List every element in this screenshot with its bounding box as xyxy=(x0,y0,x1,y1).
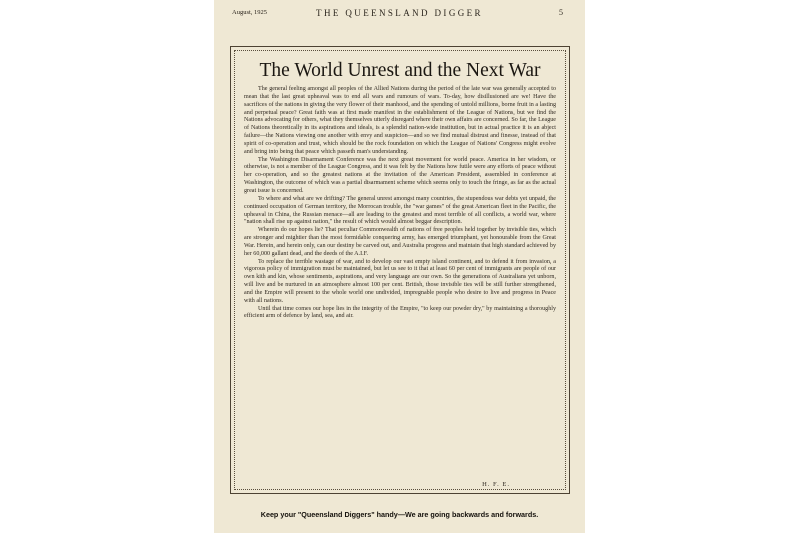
article-paragraph: To replace the terrible wastage of war, and to develop our vast empty island continent, and to defend it from invasion, a vigorous policy of immigration must be maintained, but let us see to it that at least 60 per cent of immigrants are people of our own kith and kin, whose sentiments, aspirations, and very language are our own. So the generations of Australians yet unborn, will live and be nurtured in an atmosphere almost 100 per cent. British, those invisible ties will be still further strengthened, and the Empire will present to the whole world one undivided, impregnable people who desire to live and progress in Peace with all nations. xyxy=(244,258,556,304)
article-paragraph: To where and what are we drifting? The general unrest amongst many countries, the stupendous war debts yet unpaid, the continued occupation of German territory, the Morrocan trouble, the "war games" of the great American fleet in the Pacific, the upheaval in China, the Russian menace—all are leading to the greatest and most terrible of all conflicts, a world war, where "nation shall rise up against nation," the result of which would almost beggar description. xyxy=(244,195,556,226)
magazine-page xyxy=(214,0,585,533)
article-paragraph: Until that time comes our hope lies in the integrity of the Empire, "to keep our powder dry," by maintaining a thoroughly efficient arm of defence by land, sea, and air. xyxy=(244,305,556,320)
article-paragraph: Wherein do our hopes lie? That peculiar Commonwealth of nations of free peoples held together by invisible ties, which are stronger and mightier than the most formidable conquering army, has emerged triumphant, yet honourable from the Great War. Herein, and herein only, can our destiny be carved out, and Australia progress and maintain that high standard achieved by her 60,000 gallant dead, and the deeds of the A.I.F. xyxy=(244,227,556,257)
running-header xyxy=(214,8,585,22)
author-signature: H. F. E. xyxy=(482,481,510,488)
article-paragraph: The general feeling amongst all peoples of the Allied Nations during the period of the late war was generally accepted to mean that the last great upheaval was to end all wars and rumours of wars. To-day, how disillusioned are we! Have the sacrifices of the nations in giving the very flower of their manhood, and the spending of untold millions, borne fruit in a lasting and perpetual peace? Great faith was at first made manifest in the establishment of the League of Nations, but we find the Nations advocating for others, what they themselves utterly disregard where their own affairs are concerned. So far, the League of Nations theoretically in its aspirations and ideals, is a splendid nation-wide institution, but in actual practice it is an abject failure—the Nations viewing one another with envy and suspicion—and so we find mutual distrust and finesse, instead of that spirit of co-operation and trust, which should be the rock foundation on which the League of Nations' Congress might evolve and bring into being that peace which passeth man's understanding. xyxy=(244,86,556,155)
issue-date: August, 1925 xyxy=(232,9,268,16)
publication-title: THE QUEENSLAND DIGGER xyxy=(316,8,483,18)
article-paragraph: The Washington Disarmament Conference was the next great movement for world peace. America in her wisdom, or otherwise, is not a member of the League Congress, and it was felt by the Nations how futile were any efforts of peace without her co-operation, and so the greatest nations at the invitation of the American President, assembled in conference at Washington, the outcome of which was a partial disarmament scheme which seems only to touch the fringe, as far as the actual great issue is concerned. xyxy=(244,156,556,194)
article-body xyxy=(244,86,556,321)
footer-slogan: Keep your "Queensland Diggers" handy—We are going backwards and forwards. xyxy=(260,510,539,519)
article-title: The World Unrest and the Next War xyxy=(259,60,541,81)
page-number: 5 xyxy=(559,8,563,17)
